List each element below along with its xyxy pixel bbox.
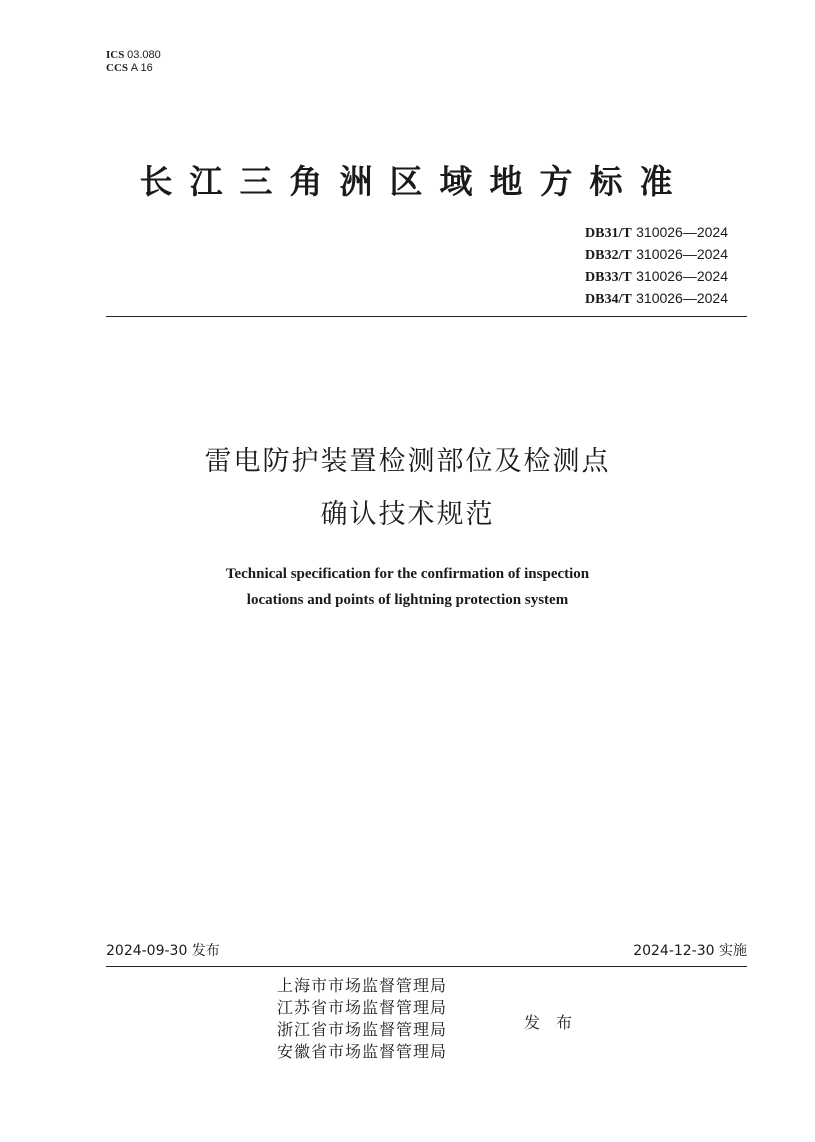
classification-block — [106, 49, 161, 75]
standard-number: DB32/T 310026—2024 — [584, 246, 728, 263]
header-divider — [106, 316, 747, 317]
issuer-item: 江苏省市场监督管理局 — [277, 998, 448, 1017]
ccs-code: CCS A 16 — [106, 62, 153, 74]
title-en-line2: locations and points of lightning protection system — [246, 592, 569, 608]
issuer-item: 安徽省市场监督管理局 — [277, 1042, 448, 1061]
issuer-item: 上海市市场监督管理局 — [277, 976, 448, 995]
issuer-item: 浙江省市场监督管理局 — [277, 1020, 448, 1039]
title-cn-line1: 雷电防护装置检测部位及检测点 — [204, 446, 611, 477]
title-en-line1: Technical specification for the confirmation of inspection — [225, 566, 590, 582]
publish-label: 发布 — [524, 1013, 589, 1032]
title-cn-line2: 确认技术规范 — [320, 499, 495, 530]
standard-number: DB31/T 310026—2024 — [584, 224, 728, 241]
footer-divider — [106, 966, 747, 967]
standard-number: DB33/T 310026—2024 — [584, 268, 728, 285]
issue-date: 2024-09-30 发布 — [106, 943, 220, 959]
standard-type-title: 长江三角洲区域地方标准 — [139, 162, 690, 201]
issuer-list — [277, 975, 447, 1063]
standard-number: DB34/T 310026—2024 — [584, 290, 728, 307]
ics-code: ICS 03.080 — [106, 49, 161, 61]
standard-numbers — [585, 222, 728, 310]
implement-date: 2024-12-30 实施 — [633, 943, 747, 959]
